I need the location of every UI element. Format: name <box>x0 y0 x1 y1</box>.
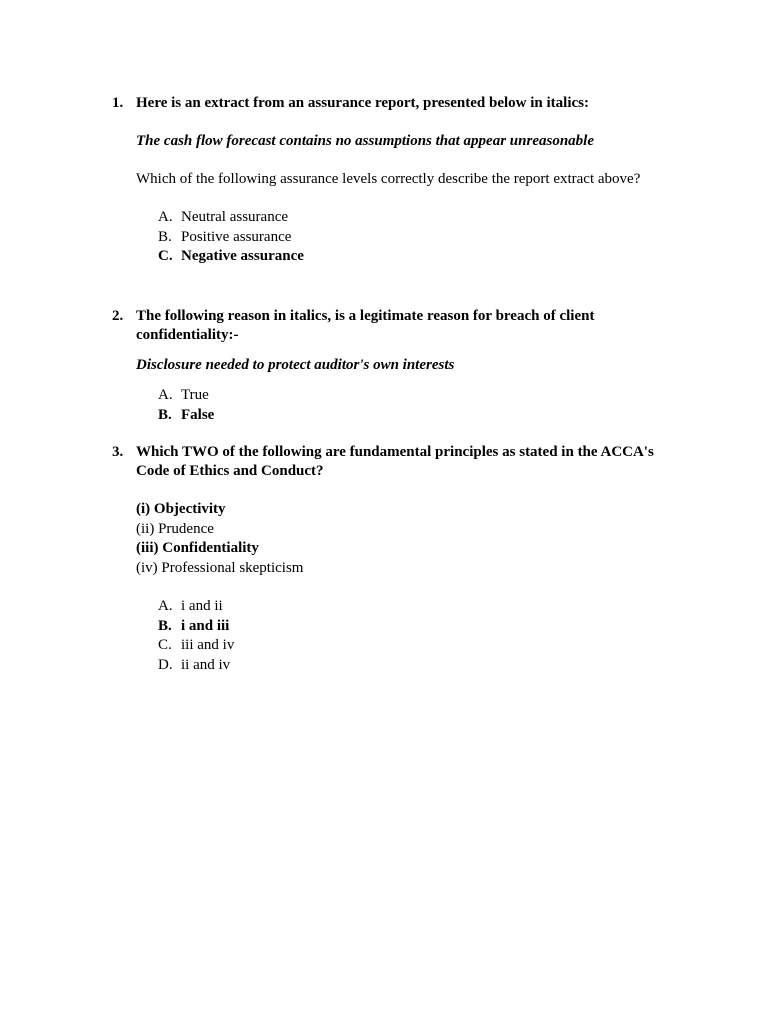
question-2-quote: Disclosure needed to protect auditor's own interests <box>136 357 455 373</box>
question-number: 1. <box>112 95 124 111</box>
option-text: False <box>181 406 215 423</box>
question-3-options <box>112 597 672 675</box>
statement-ii: (ii) Prudence <box>136 520 214 537</box>
option-a <box>158 208 672 228</box>
question-text-line-1: Which TWO of the following are fundamental principles as stated in the ACCA's <box>136 444 654 460</box>
option-text: i and ii <box>181 598 223 614</box>
question-1-prompt <box>112 94 672 113</box>
option-text: i and iii <box>181 617 230 634</box>
question-text: Here is an extract from an assurance report, presented below in italics: <box>136 95 589 111</box>
question-1-options <box>112 208 672 267</box>
option-text: Neutral assurance <box>181 209 289 225</box>
option-text: True <box>181 387 209 403</box>
question-3 <box>112 443 672 675</box>
question-3-statements <box>112 500 672 578</box>
question-2-prompt <box>112 307 672 345</box>
option-b <box>158 228 672 248</box>
question-1-quote: The cash flow forecast contains no assumptions that appear unreasonable <box>136 133 594 149</box>
question-1-subprompt: Which of the following assurance levels correctly describe the report extract above? <box>136 171 641 187</box>
option-letter: A. <box>158 387 173 403</box>
question-text-line-2: confidentiality:- <box>136 327 239 343</box>
option-letter: B. <box>158 228 172 245</box>
question-2 <box>112 307 672 425</box>
option-a <box>158 386 672 406</box>
option-c <box>158 636 672 656</box>
question-2-options <box>112 386 672 425</box>
option-letter: B. <box>158 617 172 634</box>
option-letter: C. <box>158 637 172 653</box>
option-b-correct <box>158 406 672 426</box>
option-letter: B. <box>158 406 172 423</box>
question-1 <box>112 94 672 267</box>
option-b-correct <box>158 617 672 637</box>
question-number: 3. <box>112 444 124 460</box>
statement-i: (i) Objectivity <box>136 501 226 517</box>
option-letter: A. <box>158 209 173 225</box>
statement-iv: (iv) Professional skepticism <box>136 559 304 576</box>
option-letter: D. <box>158 656 173 673</box>
option-letter: C. <box>158 248 173 264</box>
option-d <box>158 656 672 676</box>
question-text-line-2: Code of Ethics and Conduct? <box>136 463 324 479</box>
option-text: Negative assurance <box>181 248 304 264</box>
question-text-line-1: The following reason in italics, is a legitimate reason for breach of client <box>136 308 595 324</box>
question-3-prompt <box>112 443 672 481</box>
option-text: Positive assurance <box>181 228 292 245</box>
option-a <box>158 597 672 617</box>
statement-iii: (iii) Confidentiality <box>136 540 259 556</box>
option-text: ii and iv <box>181 656 231 673</box>
option-text: iii and iv <box>181 637 235 653</box>
option-letter: A. <box>158 598 173 614</box>
option-c-correct <box>158 247 672 267</box>
question-number: 2. <box>112 308 124 324</box>
